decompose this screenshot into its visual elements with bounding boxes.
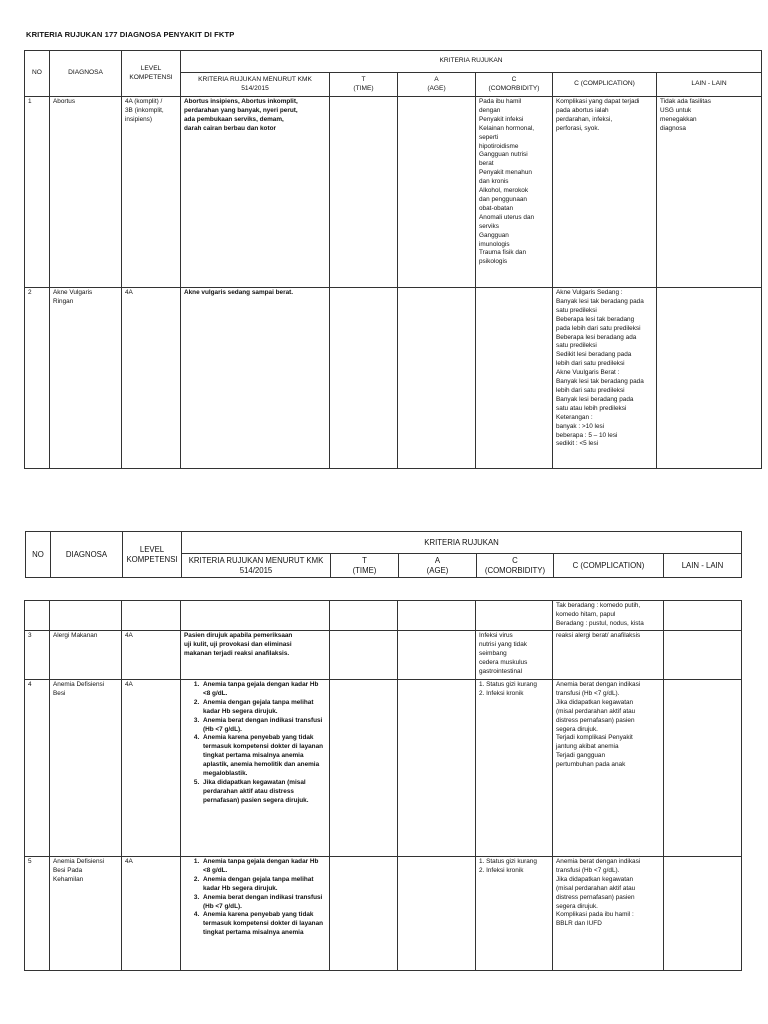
cell-age <box>398 601 476 631</box>
cell-no: 3 <box>25 631 50 680</box>
cell-age <box>398 97 476 288</box>
header-time: T (TIME) <box>330 73 398 97</box>
list-item: 2. Anemia dengan gejala tanpa melihat kadar Hb segera dirujuk. <box>201 876 326 894</box>
cell-complication: Anemia berat dengan indikasi transfusi (Hb <7 g/dL). Jika didapatkan kegawatan (misal perdarahan aktif atau distress pernafasan) pasien segera dirujuk. Komplikasi pada ibu hamil : BBLR dan IUFD <box>553 857 664 971</box>
header-no: NO <box>25 51 50 97</box>
cell-time <box>330 631 398 680</box>
cell-time <box>330 601 398 631</box>
list-item: 4. Anemia karena penyebab yang tidak termasuk kompetensi dokter di layanan tingkat pertama misalnya anemia <box>201 911 326 938</box>
header-comorbidity: C (COMORBIDITY) <box>476 73 553 97</box>
list-item: 4. Anemia karena penyebab yang tidak termasuk kompetensi dokter di layanan tingkat pertama misalnya anemia aplastik, anemia hemolitik dan anemia megaloblastik. <box>201 734 326 779</box>
cell-comorbidity: Infeksi virus nutrisi yang tidak seimbang cedera muskulus gastrointestinal <box>476 631 553 680</box>
cell-complication: reaksi alergi berat/ anafilaksis <box>553 631 664 680</box>
cell-age <box>398 288 476 469</box>
header-level: LEVEL KOMPETENSI <box>122 51 181 97</box>
cell-complication: Tak beradang : komedo putih, komedo hitam, papul Beradang : pustul, nodus, kista <box>553 601 664 631</box>
cell-lain <box>664 857 742 971</box>
cell-comorbidity: Pada ibu hamil dengan Penyakit infeksi Kelainan hormonal, seperti hipotiroidisme Gangguan nutrisi berat Penyakit menahun dan kronis Alkohol, merokok dan penggunaan obat-obatan Anomali uterus dan serviks Gangguan imunologis Trauma fisik dan psikologis <box>476 97 553 288</box>
cell-lain <box>664 631 742 680</box>
table-row <box>25 631 742 680</box>
cell-lain <box>664 601 742 631</box>
table-row <box>25 97 762 288</box>
criteria-table-page-1 <box>24 50 762 469</box>
header-kriteria-rujukan: KRITERIA RUJUKAN <box>181 51 762 73</box>
header-kmk: KRITERIA RUJUKAN MENURUT KMK 514/2015 <box>182 554 331 578</box>
header-age: A (AGE) <box>399 554 477 578</box>
cell-comorbidity: 1. Status gizi kurang 2. Infeksi kronik <box>476 680 553 857</box>
header-kriteria-rujukan: KRITERIA RUJUKAN <box>182 532 742 554</box>
cell-kmk: Pasien dirujuk apabila pemeriksaan uji kulit, uji provokasi dan eliminasi makanan terjadi reaksi anafilaksis. <box>181 631 330 680</box>
cell-kmk: Akne vulgaris sedang sampai berat. <box>181 288 330 469</box>
cell-diagnosa: Alergi Makanan <box>50 631 122 680</box>
header-diagnosa: DIAGNOSA <box>50 51 122 97</box>
criteria-table-page-2 <box>24 600 742 971</box>
header-diagnosa: DIAGNOSA <box>51 532 123 578</box>
cell-comorbidity: 1. Status gizi kurang 2. Infeksi kronik <box>476 857 553 971</box>
document-title: KRITERIA RUJUKAN 177 DIAGNOSA PENYAKIT DI FKTP <box>26 30 235 39</box>
list-item: 5. Jika didapatkan kegawatan (misal perdarahan aktif atau distress pernafasan) pasien segera dirujuk. <box>201 779 326 806</box>
header-complication: C (COMPLICATION) <box>554 554 664 578</box>
table-row <box>25 680 742 857</box>
header-comorbidity: C (COMORBIDITY) <box>477 554 554 578</box>
table-row <box>25 288 762 469</box>
header-no: NO <box>26 532 51 578</box>
cell-level: 4A (komplit) / 3B (inkomplit, insipiens) <box>122 97 181 288</box>
cell-level: 4A <box>122 857 181 971</box>
cell-no: 1 <box>25 97 50 288</box>
list-item: 2. Anemia dengan gejala tanpa melihat kadar Hb segera dirujuk. <box>201 699 326 717</box>
list-item: 1. Anemia tanpa gejala dengan kadar Hb <8 g/dL. <box>201 681 326 699</box>
cell-no: 4 <box>25 680 50 857</box>
header-level: LEVEL KOMPETENSI <box>123 532 182 578</box>
header-kmk: KRITERIA RUJUKAN MENURUT KMK 514/2015 <box>181 73 330 97</box>
cell-no <box>25 601 50 631</box>
cell-time <box>330 680 398 857</box>
cell-diagnosa: Anemia Defisiensi Besi <box>50 680 122 857</box>
cell-level <box>122 601 181 631</box>
header-lain: LAIN - LAIN <box>664 554 742 578</box>
cell-complication: Anemia berat dengan indikasi transfusi (Hb <7 g/dL). Jika didapatkan kegawatan (misal perdarahan aktif atau distress pernafasan) pasien segera dirujuk. Terjadi komplikasi Penyakit jantung akibat anemia Terjadi gangguan pertumbuhan pada anak <box>553 680 664 857</box>
cell-time <box>330 97 398 288</box>
cell-level: 4A <box>122 288 181 469</box>
list-item: 1. Anemia tanpa gejala dengan kadar Hb <8 g/dL. <box>201 858 326 876</box>
kmk-criteria-list <box>184 681 326 806</box>
cell-lain <box>657 288 762 469</box>
list-item: 3. Anemia berat dengan indikasi transfusi (Hb <7 g/dL). <box>201 717 326 735</box>
cell-lain <box>664 680 742 857</box>
list-item: 3. Anemia berat dengan indikasi transfusi (Hb <7 g/dL). <box>201 894 326 912</box>
cell-diagnosa: Anemia Defisiensi Besi Pada Kehamilan <box>50 857 122 971</box>
cell-diagnosa <box>50 601 122 631</box>
cell-comorbidity <box>476 601 553 631</box>
cell-kmk: Abortus insipiens, Abortus inkomplit, perdarahan yang banyak, nyeri perut, ada pembukaan serviks, demam, darah cairan berbau dan kotor <box>181 97 330 288</box>
cell-diagnosa: Akne Vulgaris Ringan <box>50 288 122 469</box>
cell-kmk <box>181 857 330 971</box>
cell-kmk <box>181 680 330 857</box>
cell-level: 4A <box>122 680 181 857</box>
cell-comorbidity <box>476 288 553 469</box>
cell-level: 4A <box>122 631 181 680</box>
header-lain: LAIN - LAIN <box>657 73 762 97</box>
cell-no: 5 <box>25 857 50 971</box>
cell-diagnosa: Abortus <box>50 97 122 288</box>
cell-time <box>330 857 398 971</box>
cell-complication: Akne Vulgaris Sedang : Banyak lesi tak beradang pada satu predileksi Beberapa lesi tak beradang pada lebih dari satu predileksi Beberapa lesi beradang ada satu predileksi Sedikit lesi beradang pada lebih dari satu predileksi Akne Vuulgaris Berat : Banyak lesi tak beradang pada lebih dari satu predileksi Banyak lesi beradang pada satu atau lebih predileksi Keterangan : banyak : >10 lesi beberapa : 5 – 10 lesi sedikit : <5 lesi <box>553 288 657 469</box>
cell-time <box>330 288 398 469</box>
table-row <box>25 857 742 971</box>
cell-kmk <box>181 601 330 631</box>
header-age: A (AGE) <box>398 73 476 97</box>
repeated-header-table <box>25 531 742 578</box>
kmk-criteria-list <box>184 858 326 938</box>
cell-lain: Tidak ada fasilitas USG untuk menegakkan diagnosa <box>657 97 762 288</box>
header-complication: C (COMPLICATION) <box>553 73 657 97</box>
cell-complication: Komplikasi yang dapat terjadi pada abortus ialah perdarahan, infeksi, perforasi, syok. <box>553 97 657 288</box>
table-row <box>25 601 742 631</box>
header-time: T (TIME) <box>331 554 399 578</box>
cell-no: 2 <box>25 288 50 469</box>
cell-age <box>398 680 476 857</box>
cell-age <box>398 631 476 680</box>
cell-age <box>398 857 476 971</box>
